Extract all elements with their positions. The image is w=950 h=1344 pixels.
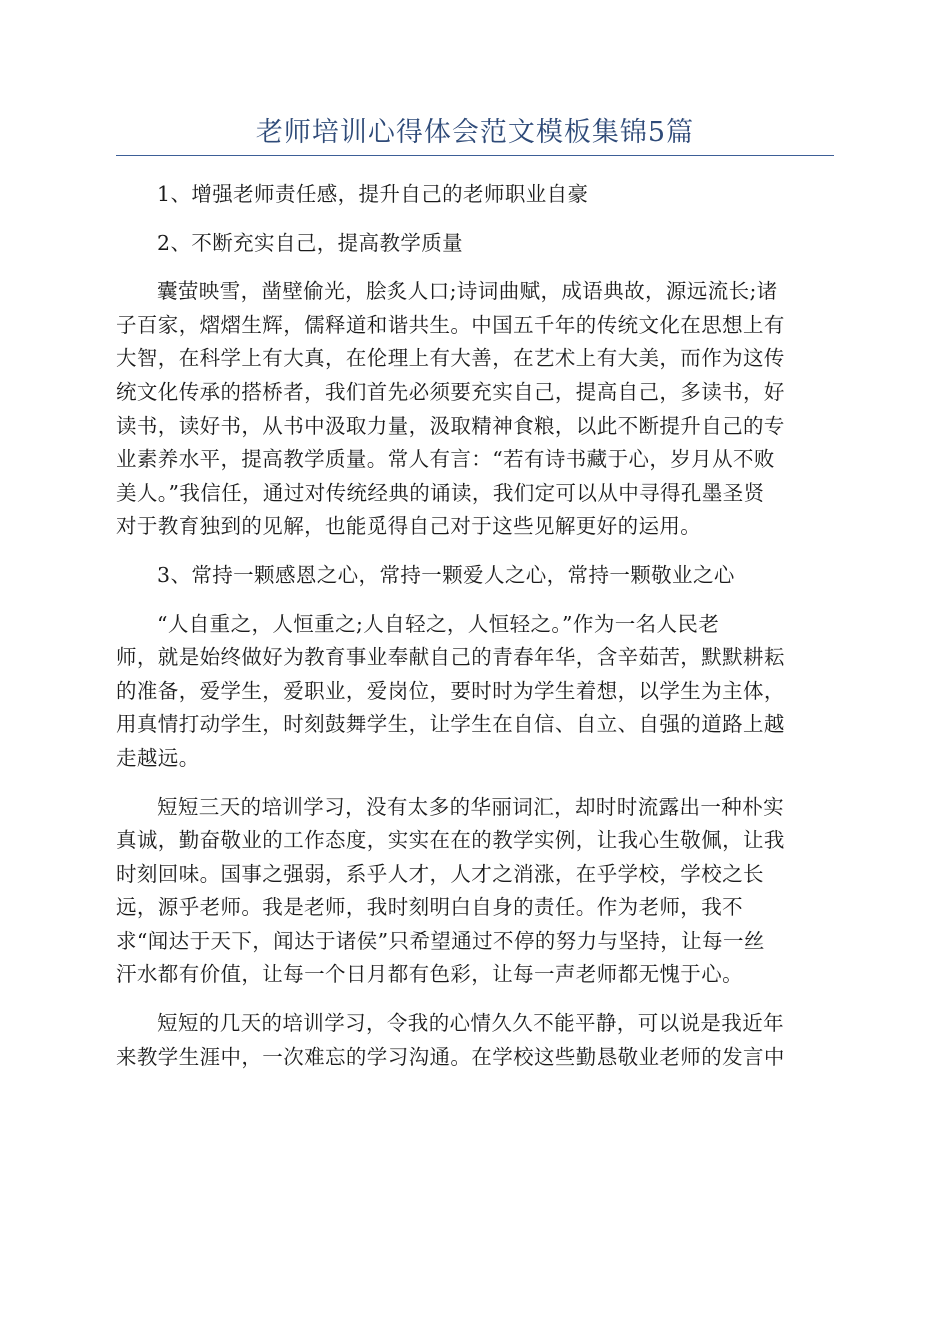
text-line: 子百家，熠熠生辉，儒释道和谐共生。中国五千年的传统文化在思想上有 <box>116 312 785 337</box>
text-line: 短短三天的培训学习，没有太多的华丽词汇，却时时流露出一种朴实 <box>157 794 784 819</box>
text-line: 对于教育独到的见解，也能觅得自己对于这些见解更好的运用。 <box>116 514 702 539</box>
paragraph-1 <box>116 178 834 212</box>
paragraph-5 <box>116 608 834 776</box>
text-line: 大智，在科学上有大真，在伦理上有大善，在艺术上有大美，而作为这传 <box>116 346 785 371</box>
text-line: 的准备，爱学生，爱职业，爱岗位，要时时为学生着想，以学生为主体， <box>116 678 785 703</box>
text-line: “人自重之，人恒重之;人自轻之，人恒轻之。”作为一名人民老 <box>157 611 720 636</box>
title-underline <box>116 155 834 156</box>
paragraph-4 <box>116 559 834 593</box>
text-line: 业素养水平，提高教学质量。常人有言：“若有诗书藏于心，岁月从不败 <box>116 447 775 472</box>
text-line: 读书，读好书，从书中汲取力量，汲取精神食粮，以此不断提升自己的专 <box>116 413 785 438</box>
text-line: 真诚，勤奋敬业的工作态度，实实在在的教学实例，让我心生敬佩，让我 <box>116 828 785 853</box>
text-line: 短短的几天的培训学习，令我的心情久久不能平静，可以说是我近年 <box>157 1011 784 1036</box>
paragraph-3 <box>116 275 834 544</box>
text-line: 囊萤映雪，凿壁偷光，脍炙人口;诗词曲赋，成语典故，源远流长;诸 <box>157 279 778 304</box>
text-line: 美人。”我信任，通过对传统经典的诵读，我们定可以从中寻得孔墨圣贤 <box>116 480 765 505</box>
text-line: 时刻回味。国事之强弱，系乎人才，人才之消涨，在乎学校，学校之长 <box>116 861 764 886</box>
text-line: 1、增强老师责任感，提升自己的老师职业自豪 <box>157 182 589 206</box>
text-line: 师，就是始终做好为教育事业奉献自己的青春年华，含辛茹苦，默默耕耘 <box>116 645 785 670</box>
paragraph-6 <box>116 791 834 993</box>
paragraph-2 <box>116 227 834 261</box>
page-title: 老师培训心得体会范文模板集锦5篇 <box>255 117 695 148</box>
paragraph-7 <box>116 1007 834 1074</box>
document-body <box>116 178 834 1089</box>
text-line: 统文化传承的搭桥者，我们首先必须要充实自己，提高自己，多读书，好 <box>116 379 785 404</box>
text-line: 用真情打动学生，时刻鼓舞学生，让学生在自信、自立、自强的道路上越 <box>116 712 785 737</box>
text-line: 远，源乎老师。我是老师，我时刻明白自身的责任。作为老师，我不 <box>116 895 743 920</box>
text-line: 2、不断充实自己，提高教学质量 <box>157 230 464 255</box>
text-line: 求“闻达于天下，闻达于诸侯”只希望通过不停的努力与坚持，让每一丝 <box>116 928 765 953</box>
text-line: 来教学生涯中，一次难忘的学习沟通。在学校这些勤恳敬业老师的发言中 <box>116 1044 785 1069</box>
text-line: 走越远。 <box>116 745 200 770</box>
text-line: 3、常持一颗感恩之心，常持一颗爱人之心，常持一颗敬业之心 <box>157 562 735 587</box>
text-line: 汗水都有价值，让每一个日月都有色彩，让每一声老师都无愧于心。 <box>116 962 743 987</box>
